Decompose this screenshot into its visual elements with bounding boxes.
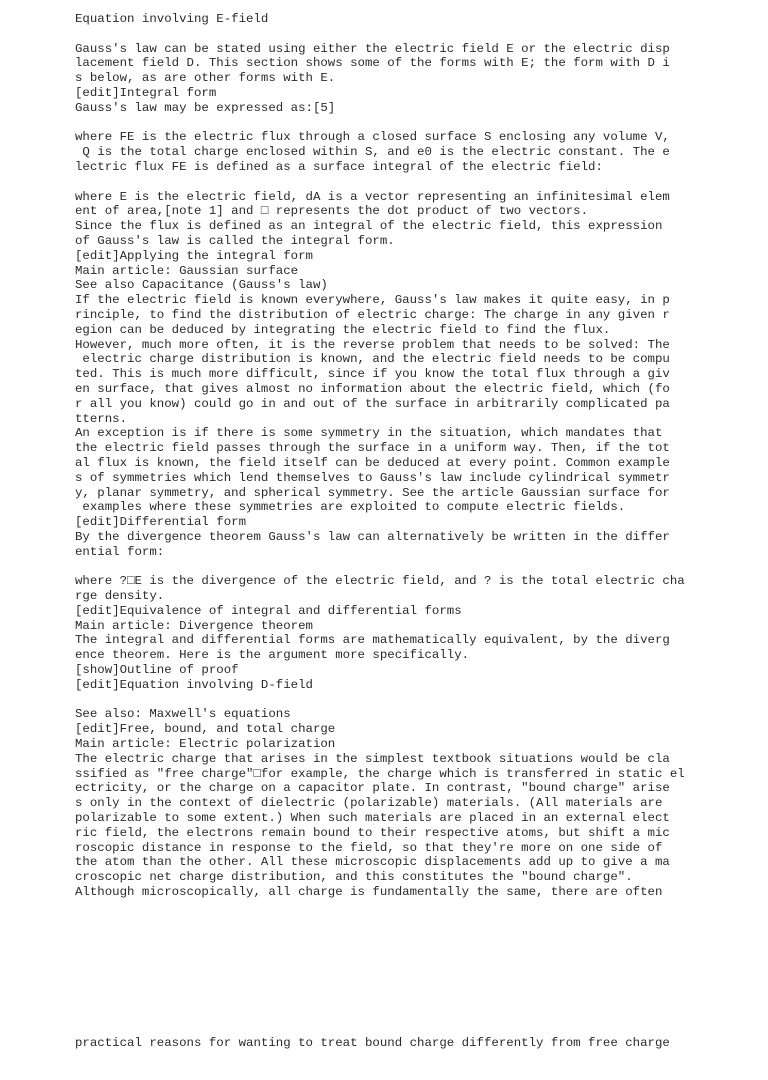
text-line: [edit]Free, bound, and total charge	[75, 722, 336, 737]
text-line: en surface, that gives almost no information about the electric field, which (fo	[75, 381, 670, 396]
document-body	[75, 12, 695, 900]
text-line: croscopic net charge distribution, and this constitutes the "bound charge".	[75, 870, 633, 885]
text-line: tterns.	[75, 411, 128, 426]
text-line: s below, as are other forms with E.	[75, 71, 336, 86]
text-line: See also Capacitance (Gauss's law)	[75, 278, 328, 293]
text-line: s only in the context of dielectric (polarizable) materials. (All materials are	[75, 796, 663, 811]
text-line	[75, 175, 695, 190]
text-line: where ?□E is the divergence of the electric field, and ? is the total electric cha	[75, 574, 685, 589]
text-line: egion can be deduced by integrating the electric field to find the flux.	[75, 322, 611, 337]
text-line: the atom than the other. All these microscopic displacements add up to give a ma	[75, 855, 670, 870]
text-line: Main article: Electric polarization	[75, 737, 336, 752]
text-line: polarizable to some extent.) When such materials are placed in an external elect	[75, 811, 670, 826]
text-line: Since the flux is defined as an integral of the electric field, this expression	[75, 219, 663, 234]
text-line: rge density.	[75, 589, 165, 604]
text-line: where FE is the electric flux through a closed surface S enclosing any volume V,	[75, 130, 670, 145]
text-line: ential form:	[75, 544, 165, 559]
text-line: of Gauss's law is called the integral form.	[75, 233, 395, 248]
text-line: ence theorem. Here is the argument more specifically.	[75, 648, 470, 663]
text-line: electric charge distribution is known, and the electric field needs to be compu	[75, 352, 670, 367]
text-line: The electric charge that arises in the simplest textbook situations would be cla	[75, 751, 670, 766]
text-line: [edit]Integral form	[75, 85, 217, 100]
text-line: Although microscopically, all charge is fundamentally the same, there are often	[75, 885, 663, 900]
text-line: ectricity, or the charge on a capacitor plate. In contrast, "bound charge" arise	[75, 781, 670, 796]
text-line: roscopic distance in response to the field, so that they're more on one side of	[75, 840, 663, 855]
text-line: [edit]Applying the integral form	[75, 248, 313, 263]
text-line: practical reasons for wanting to treat bound charge differently from free charge	[75, 1035, 670, 1050]
text-line: y, planar symmetry, and spherical symmetry. See the article Gaussian surface for	[75, 485, 670, 500]
text-line: See also: Maxwell's equations	[75, 707, 291, 722]
text-line: Equation involving E-field	[75, 12, 269, 26]
text-line: ric field, the electrons remain bound to their respective atoms, but shift a mic	[75, 825, 670, 840]
text-line: [show]Outline of proof	[75, 663, 239, 678]
text-line: ssified as "free charge"□for example, the charge which is transferred in static el	[75, 766, 685, 781]
text-line: lacement field D. This section shows some of the forms with E; the form with D i	[75, 56, 670, 71]
text-line: ent of area,[note 1] and □ represents the dot product of two vectors.	[75, 204, 589, 219]
text-line	[75, 116, 695, 131]
text-line: examples where these symmetries are exploited to compute electric fields.	[75, 500, 626, 515]
text-line: However, much more often, it is the reverse problem that needs to be solved: The	[75, 337, 670, 352]
text-line: rinciple, to find the distribution of electric charge: The charge in any given r	[75, 307, 670, 322]
text-line: where E is the electric field, dA is a vector representing an infinitesimal elem	[75, 189, 670, 204]
text-line: [edit]Differential form	[75, 515, 247, 530]
text-line: An exception is if there is some symmetry in the situation, which mandates that	[75, 426, 663, 441]
text-line: r all you know) could go in and out of the surface in arbitrarily complicated pa	[75, 396, 670, 411]
text-line: The integral and differential forms are mathematically equivalent, by the diverg	[75, 633, 670, 648]
text-line: By the divergence theorem Gauss's law can alternatively be written in the differ	[75, 529, 670, 544]
text-line	[75, 559, 695, 574]
text-line: [edit]Equivalence of integral and differential forms	[75, 603, 462, 618]
text-line	[75, 693, 695, 708]
text-line	[75, 27, 695, 42]
text-line: al flux is known, the field itself can be deduced at every point. Common example	[75, 455, 670, 470]
text-line: lectric flux FE is defined as a surface integral of the electric field:	[75, 159, 603, 174]
text-line: If the electric field is known everywhere, Gauss's law makes it quite easy, in p	[75, 293, 670, 308]
document-continuation	[75, 1006, 695, 1080]
text-line: Main article: Divergence theorem	[75, 618, 313, 633]
text-line: ted. This is much more difficult, since if you know the total flux through a giv	[75, 367, 670, 382]
text-line: [edit]Equation involving D-field	[75, 677, 313, 692]
text-line: Q is the total charge enclosed within S, and e0 is the electric constant. The e	[75, 145, 670, 160]
text-line: Gauss's law can be stated using either the electric field E or the electric disp	[75, 41, 670, 56]
text-line: Gauss's law may be expressed as:[5]	[75, 100, 336, 115]
text-line: s of symmetries which lend themselves to Gauss's law include cylindrical symmetr	[75, 470, 670, 485]
text-line: the electric field passes through the surface in a uniform way. Then, if the tot	[75, 441, 670, 456]
text-line: Main article: Gaussian surface	[75, 263, 299, 278]
